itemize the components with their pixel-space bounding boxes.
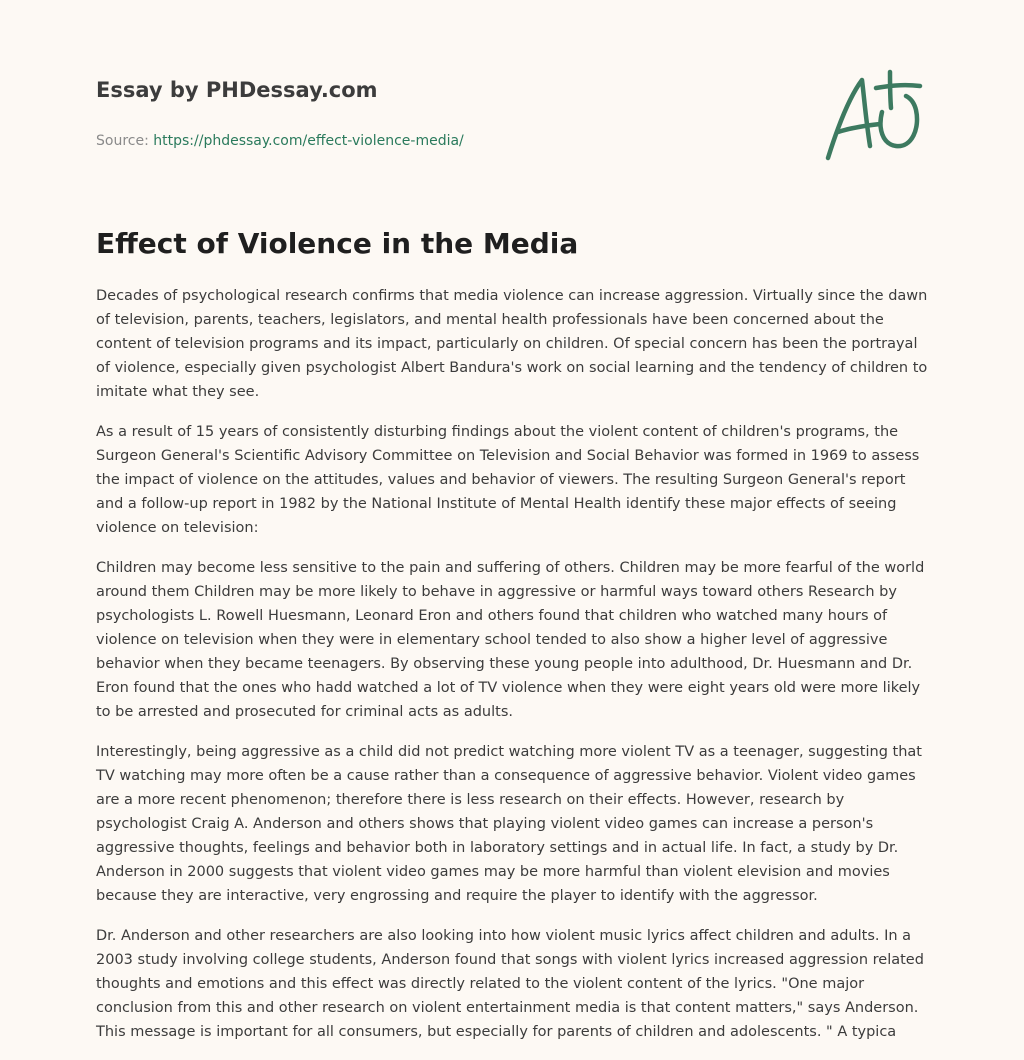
source-line	[96, 132, 796, 150]
essay-title: Effect of Violence in the Media	[96, 227, 579, 260]
essay-paragraph: Decades of psychological research confirms that media violence can increase aggression. Virtually since the dawn of television, parents, teachers, legislators, and mental health professionals have been concerned about the content of television programs and its impact, particularly on children. Of special concern has been the portrayal of violence, especially given psychologist Albert Bandura's work on social learning and the tendency of children to imitate what they see.	[96, 288, 928, 400]
source-link[interactable]: https://phdessay.com/effect-violence-media/	[153, 133, 464, 149]
essay-paragraph: As a result of 15 years of consistently disturbing findings about the violent content of children's programs, the Surgeon General's Scientific Advisory Committee on Television and Social Behavior was formed in 1969 to assess the impact of violence on the attitudes, values and behavior of viewers. The resulting Surgeon General's report and a follow-up report in 1982 by the National Institute of Mental Health identify these major effects of seeing violence on television:	[96, 424, 920, 536]
brand-title: Essay by PHDessay.com	[96, 78, 378, 102]
source-label: Source:	[96, 133, 149, 149]
essay-body	[96, 284, 932, 1060]
a-plus-grade-logo-icon	[820, 66, 930, 166]
essay-paragraph: Dr. Anderson and other researchers are also looking into how violent music lyrics affect children and adults. In a 2003 study involving college students, Anderson found that songs with violent lyrics increased aggression related thoughts and emotions and this effect was directly related to the violent content of the lyrics. "One major conclusion from this and other research on violent entertainment media is that content matters," says Anderson. This message is important for all consumers, but especially for parents of children and adolescents. " A typica	[96, 928, 924, 1040]
essay-header	[96, 76, 796, 150]
essay-paragraph: Children may become less sensitive to the pain and suffering of others. Children may be more fearful of the world around them Children may be more likely to behave in aggressive or harmful ways toward others Research by psychologists L. Rowell Huesmann, Leonard Eron and others found that children who watched many hours of violence on television when they were in elementary school tended to also show a higher level of aggressive behavior when they became teenagers. By observing these young people into adulthood, Dr. Huesmann and Dr. Eron found that the ones who hadd watched a lot of TV violence when they were eight years old were more likely to be arrested and prosecuted for criminal acts as adults.	[96, 560, 925, 720]
essay-paragraph: Interestingly, being aggressive as a child did not predict watching more violent TV as a teenager, suggesting that TV watching may more often be a cause rather than a consequence of aggressive behavior. Violent video games are a more recent phenomenon; therefore there is less research on their effects. However, research by psychologist Craig A. Anderson and others shows that playing violent video games can increase a person's aggressive thoughts, feelings and behavior both in laboratory settings and in actual life. In fact, a study by Dr. Anderson in 2000 suggests that violent video games may be more harmful than violent elevision and movies because they are interactive, very engrossing and require the player to identify with the aggressor.	[96, 744, 922, 904]
